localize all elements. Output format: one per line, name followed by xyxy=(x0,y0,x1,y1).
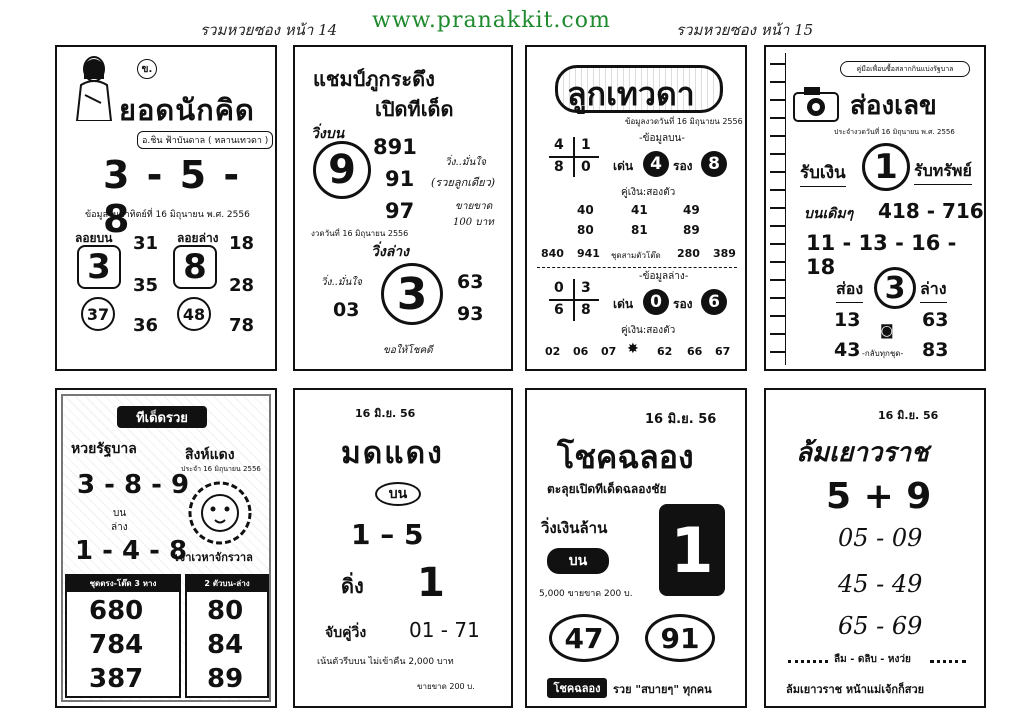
pair-top-4: 81 xyxy=(631,223,648,237)
num-18: 18 xyxy=(229,233,255,254)
card-title: มดแดง xyxy=(341,436,444,471)
bottom-section-label: -ข้อมูลล่าง- xyxy=(639,271,689,282)
author-label: เจ้าเวหาจักรวาล xyxy=(175,551,253,564)
num-83: 83 xyxy=(922,339,949,361)
pair-label: คู่เงิน:สองตัว xyxy=(621,187,676,198)
label-loy-lang: ลอยล่าง xyxy=(177,231,219,245)
card-chok-chalong xyxy=(525,388,747,708)
reverse-label: -กลับทุกชุด- xyxy=(862,349,904,358)
runner-label-bottom: รอง xyxy=(673,297,693,311)
card-song-lek xyxy=(764,45,986,371)
thinker-figure-icon xyxy=(71,55,117,121)
main-numbers: 3 - 5 - 8 xyxy=(103,153,242,241)
col2-2: 89 xyxy=(207,664,244,694)
pair-bottom-0: 02 xyxy=(545,345,561,358)
pair-bottom-3: 62 xyxy=(657,345,673,358)
col2-1: 84 xyxy=(207,630,244,660)
top-grid: 4 1 8 0 xyxy=(549,137,599,177)
value-bon-doem: 418 - 716 xyxy=(878,199,984,223)
top-section-label: -ข้อมูลบน- xyxy=(639,133,685,144)
col1-2: 387 xyxy=(89,664,144,694)
card-luk-thewada xyxy=(525,45,747,371)
row-numbers: 11 - 13 - 16 - 18 xyxy=(806,231,957,279)
runner-label: รอง xyxy=(673,159,693,173)
label-lang: ล่าง xyxy=(920,277,947,303)
num-78: 78 xyxy=(229,315,255,336)
top-row: 3 - 8 - 9 xyxy=(77,470,190,500)
bottom-digit-box: 8 xyxy=(173,245,217,289)
num-28: 28 xyxy=(229,275,255,296)
dig-value: 1 xyxy=(417,560,445,606)
label-song: ส่อง xyxy=(836,277,863,303)
num-97: 97 xyxy=(385,199,415,223)
date-line: 16 มิ.ย. 56 xyxy=(878,409,939,422)
num-35: 35 xyxy=(133,275,159,296)
circle-37: 37 xyxy=(81,297,115,331)
three-0: 840 xyxy=(541,247,564,260)
date-line: ข้อมูลงวดวันที่ 16 มิถุนายน 2556 xyxy=(625,117,743,126)
badge: ทีเด็ดรวย xyxy=(117,406,207,428)
label-loy-bon: ลอยบน xyxy=(75,231,113,245)
top-lead-circle: 4 xyxy=(643,151,669,177)
num-36: 36 xyxy=(133,315,159,336)
pair-top-1: 41 xyxy=(631,203,648,217)
num-31: 31 xyxy=(133,233,159,254)
bottom-runner-circle: 6 xyxy=(701,289,727,315)
card-yod-nak-kid xyxy=(55,45,277,371)
on-pill: บน xyxy=(375,482,421,506)
look-digit-circle: 3 xyxy=(874,267,916,309)
pair-bottom-1: 06 xyxy=(573,345,589,358)
footer-line: ล้มเยาวราช หน้าแม่เจ้กก็สวย xyxy=(786,683,925,696)
num-43: 43 xyxy=(834,339,861,361)
col1-1: 784 xyxy=(89,630,144,660)
site-watermark[interactable]: www.pranakkit.com xyxy=(372,8,611,33)
label-wing-lang: วิ่งล่าง xyxy=(371,244,409,260)
pair-label-bottom: คู่เงิน:สองตัว xyxy=(621,325,676,336)
card-title: โชคฉลอง xyxy=(557,438,694,476)
col2-0: 80 xyxy=(207,596,244,626)
card-title: ส่องเลข xyxy=(850,91,937,121)
banner: คู่มือเพื่อนซื้อสลากกินแบ่งรัฐบาล xyxy=(840,61,970,77)
date-line: ประจำ 16 มิถุนายน 2556 xyxy=(181,465,261,473)
label-gov: หวยรัฐบาล xyxy=(71,441,137,457)
brand-badge: โชคฉลอง xyxy=(547,678,607,698)
card-lom-yaowarat xyxy=(764,388,986,708)
card-champ-phu-kradueng xyxy=(293,45,513,371)
bottom-row: 1 - 4 - 8 xyxy=(75,536,188,566)
card-mot-daeng xyxy=(293,388,513,708)
guarantee-line: เน้นตัวรีบบน ไม่เข้าคืน 2,000 บาท xyxy=(317,657,454,667)
pair-top-0: 40 xyxy=(577,203,594,217)
run-label: วิ่งเงินล้าน xyxy=(541,519,608,537)
small-camera-icon: ◙ xyxy=(880,323,894,339)
pair-91-oval: 91 xyxy=(645,614,715,662)
on-pill: บน xyxy=(547,548,609,574)
card-subtitle: เปิดทีเด็ด xyxy=(375,97,454,121)
lion-icon xyxy=(187,478,253,548)
label-lion: สิงห์แดง xyxy=(185,447,235,463)
date-line: ข้อมูลวันอาทิตย์ที่ 16 มิถุนายน พ.ศ. 2556 xyxy=(85,210,250,220)
camera-icon xyxy=(790,83,846,127)
num-03: 03 xyxy=(333,299,360,321)
three-1: 941 xyxy=(577,247,600,260)
pair-value: 01 - 71 xyxy=(409,618,480,642)
on-label: บน xyxy=(113,508,127,519)
date-line: 16 มิ.ย. 56 xyxy=(355,407,416,420)
note-rich: (รวยลูกเดียว) xyxy=(431,176,496,189)
under-label: ล่าง xyxy=(111,522,128,533)
price-line: 5,000 ขายขาด 200 บ. xyxy=(539,589,633,599)
note-sure-bottom: วิ่ง..มั่นใจ xyxy=(321,277,363,288)
three-2: 280 xyxy=(677,247,700,260)
main-numbers: 1 – 5 xyxy=(351,518,424,551)
col1-0: 680 xyxy=(89,596,144,626)
row-0: 05 - 09 xyxy=(838,524,923,552)
num-63: 63 xyxy=(922,309,949,331)
top-digit-box: 3 xyxy=(77,245,121,289)
note-sure: วิ่ง..มั่นใจ xyxy=(445,157,487,168)
bottom-digit-circle: 3 xyxy=(381,263,443,325)
dig-label: ดิ่ง xyxy=(341,574,364,598)
card-title: ลูกเทวดา xyxy=(567,75,695,113)
bottom-grid: 0 3 6 8 xyxy=(549,279,599,321)
num-93: 93 xyxy=(457,303,484,325)
label-wing-bon: วิ่งบน xyxy=(311,126,345,142)
date-line: งวดวันที่ 16 มิถุนายน 2556 xyxy=(311,229,409,238)
card-title: ล้มเยาวราช xyxy=(796,438,929,468)
slogan: รวย "สบายๆ" ทุกคน xyxy=(613,683,712,696)
num-91: 91 xyxy=(385,167,415,191)
label-rap-ngoen: รับเงิน xyxy=(800,159,846,187)
col2-header: 2 ตัวบน-ล่าง xyxy=(185,574,269,592)
card-title: ยอดนักคิด xyxy=(119,93,255,127)
divider xyxy=(537,267,737,268)
col1-header: ชุดตรง-โต๊ด 3 หาง xyxy=(65,574,181,592)
three-3: 389 xyxy=(713,247,736,260)
camera-strip-left xyxy=(770,53,786,365)
lead-label-bottom: เด่น xyxy=(613,297,634,311)
luck-label: ขอให้โชคดี xyxy=(383,345,433,356)
lead-label: เด่น xyxy=(613,159,634,173)
card-thi-det-ruai xyxy=(55,388,277,708)
pair-top-3: 80 xyxy=(577,223,594,237)
top-digit-circle: 9 xyxy=(313,141,371,199)
row-2: 65 - 69 xyxy=(838,612,923,640)
circle-48: 48 xyxy=(177,297,211,331)
tag-line: ลืม - ดลิบ - หงว่ย xyxy=(834,654,911,665)
pair-bottom-4: 66 xyxy=(687,345,703,358)
dots-right xyxy=(930,660,966,663)
sparkle-icon: ✸ xyxy=(627,341,639,357)
main-digit-circle: 1 xyxy=(862,143,910,191)
subtitle: ตะลุยเปิดทีเด็ดฉลองชัย xyxy=(547,482,667,496)
sale-line: ขายขาด 200 บ. xyxy=(417,682,475,691)
row-1: 45 - 49 xyxy=(838,570,923,598)
num-13: 13 xyxy=(834,309,861,331)
pair-47-oval: 47 xyxy=(549,614,619,662)
main-numbers: 5 + 9 xyxy=(826,476,932,517)
num-63: 63 xyxy=(457,271,484,293)
label-rap-sap: รับทรัพย์ xyxy=(914,159,972,185)
date-line: ประจำงวดวันที่ 16 มิถุนายน พ.ศ. 2556 xyxy=(834,128,955,136)
big-digit-box: 1 xyxy=(659,504,725,596)
pair-top-5: 89 xyxy=(683,223,700,237)
dots-left xyxy=(788,660,828,663)
pair-bottom-2: 07 xyxy=(601,345,617,358)
price-label: 100 บาท xyxy=(453,217,494,228)
author-label: อ.ชิน ฟ้าบันดาล ( หลานเทวดา ) xyxy=(137,131,273,149)
date-line: 16 มิ.ย. 56 xyxy=(645,412,717,427)
card-title: แชมป์ภูกระดึง xyxy=(313,67,435,91)
page-header-right: รวมหวยซอง หน้า 15 xyxy=(676,21,814,39)
num-891: 891 xyxy=(373,135,417,159)
pair-top-2: 49 xyxy=(683,203,700,217)
bottom-lead-circle: 0 xyxy=(643,289,669,315)
badge-kho: ข. xyxy=(137,59,157,79)
pair-label: จับคู่วิ่ง xyxy=(325,625,367,641)
three-label: ชุดสามตัวโต๊ด xyxy=(611,251,661,260)
pair-bottom-5: 67 xyxy=(715,345,731,358)
top-runner-circle: 8 xyxy=(701,151,727,177)
sale-label: ขายขาด xyxy=(455,201,493,212)
label-bon-doem: บนเดิมๆ xyxy=(804,206,854,222)
page-header-left: รวมหวยซอง หน้า 14 xyxy=(200,21,338,39)
